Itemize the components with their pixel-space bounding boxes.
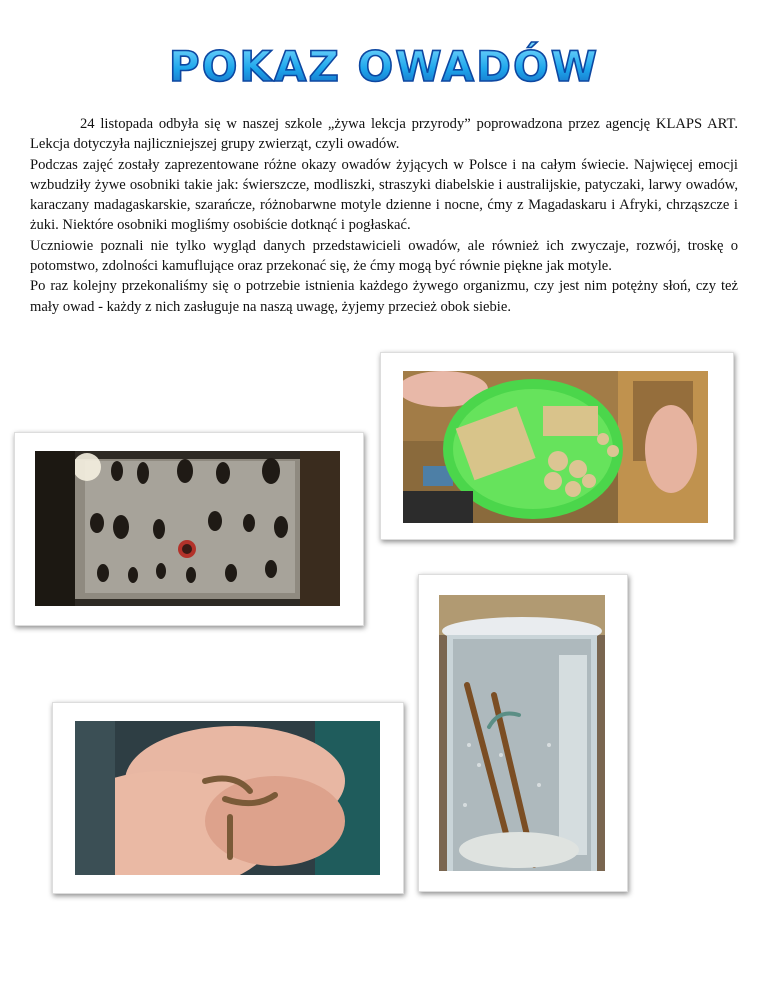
photo-stick-insects xyxy=(439,595,605,871)
page-title-text: POKAZ OWADÓW xyxy=(168,42,600,90)
photo-frame-stick-insects xyxy=(418,574,628,892)
photo-insect-collection xyxy=(35,451,340,606)
photo-larvae-hands xyxy=(75,721,380,875)
paragraph-students: Uczniowie poznali nie tylko wygląd danych przedstawicieli owadów, ale również ich zwyczaje, rozwój, troskę o potomstwo, zdolności kamuflujące oraz przekonać się, że ćmy mogą być równie piękne jak motyle. xyxy=(30,237,738,275)
paragraph-intro: 24 listopada odbyła się w naszej szkole „żywa lekcja przyrody” poprowadzona przez agencję KLAPS ART. Lekcja dotyczyła najliczniejszej grupy zwierząt, czyli owadów. xyxy=(30,116,738,153)
photo-pasta-plate xyxy=(403,371,708,523)
photo-frame-larvae-hands xyxy=(52,702,404,894)
paragraph-conclusion: Po raz kolejny przekonaliśmy się o potrzebie istnienia każdego żywego organizmu, czy jest nim potężny słoń, czy też mały owad - każdy z nich zasługuje na naszą uwagę, żyjemy przecież obok siebie. xyxy=(30,278,738,315)
photo-frame-insect-collection xyxy=(14,432,364,626)
page-title xyxy=(0,40,768,90)
paragraph-insects: Podczas zajęć zostały zaprezentowane różne okazy owadów żyjących w Polsce i na całym świecie. Najwięcej emocji wzbudziły żywe osobniki takie jak: świerszcze, modliszki, straszyki diabelskie i australijskie, patyczaki, larwy owadów, karaczany madagaskarskie, szarańcze, różnobarwne motyle dzienne i nocne, ćmy z Magadaskaru i Afryki, chrząszcze i żuki. Niektóre osobniki mogliśmy osobiście dotknąć i pogłaskać. xyxy=(30,156,738,234)
photo-frame-pasta-plate xyxy=(380,352,734,540)
page-title-wordart xyxy=(164,40,604,90)
article-body xyxy=(30,114,738,317)
